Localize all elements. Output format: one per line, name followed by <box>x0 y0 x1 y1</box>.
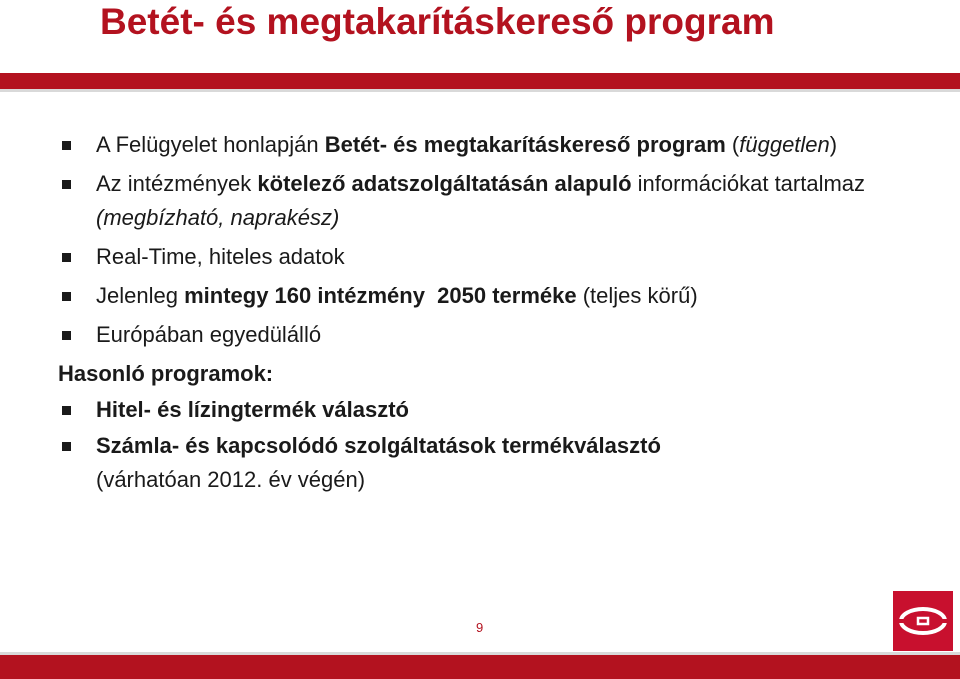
bullet-square-icon <box>62 141 71 150</box>
bullet-square-icon <box>62 331 71 340</box>
list-item <box>58 318 918 352</box>
bullet-text-italic: (megbízható, naprakész) <box>96 205 340 230</box>
bullet-text-bold: Számla- és kapcsolódó szolgáltatások termékválasztó <box>96 433 661 458</box>
bullet-text-bold: mintegy 160 intézmény 2050 terméke <box>184 283 577 308</box>
list-item <box>58 128 918 162</box>
content <box>58 128 918 502</box>
bullet-square-icon <box>62 253 71 262</box>
bullet-text: információkat tartalmaz <box>631 171 866 196</box>
bullet-text-bold: kötelező adatszolgáltatásán alapuló <box>257 171 632 196</box>
bullet-square-icon <box>62 292 71 301</box>
page-number: 9 <box>476 620 484 635</box>
bullet-text-bold: Betét- és megtakarításkereső program <box>324 132 726 157</box>
bullet-square-icon <box>62 180 71 189</box>
bullet-text: Real-Time, hiteles adatok <box>96 244 345 269</box>
list-item <box>58 167 918 235</box>
bullet-text: A Felügyelet honlapján <box>96 132 325 157</box>
institution-logo-icon <box>893 591 953 651</box>
bullet-square-icon <box>62 442 71 451</box>
list-item <box>58 393 918 427</box>
bullet-text-bold: Hitel- és lízingtermék választó <box>96 397 409 422</box>
similar-programs-heading: Hasonló programok: <box>58 361 274 386</box>
bullet-text: (várhatóan 2012. év végén) <box>96 467 366 492</box>
bullet-text: ( <box>725 132 740 157</box>
bullet-text: Európában egyedülálló <box>96 322 322 347</box>
bullet-text: (teljes körű) <box>576 283 698 308</box>
bullet-text: Jelenleg <box>96 283 185 308</box>
list-item <box>58 279 918 313</box>
top-band <box>0 73 960 89</box>
page-title: Betét- és megtakarításkereső program <box>100 1 775 42</box>
bullet-text: Az intézmények <box>96 171 258 196</box>
bullet-text-italic: független <box>739 132 830 157</box>
list-item <box>58 240 918 274</box>
bottom-band <box>0 655 960 679</box>
list-item <box>58 429 918 497</box>
bullet-text: ) <box>829 132 838 157</box>
bullet-square-icon <box>62 406 71 415</box>
